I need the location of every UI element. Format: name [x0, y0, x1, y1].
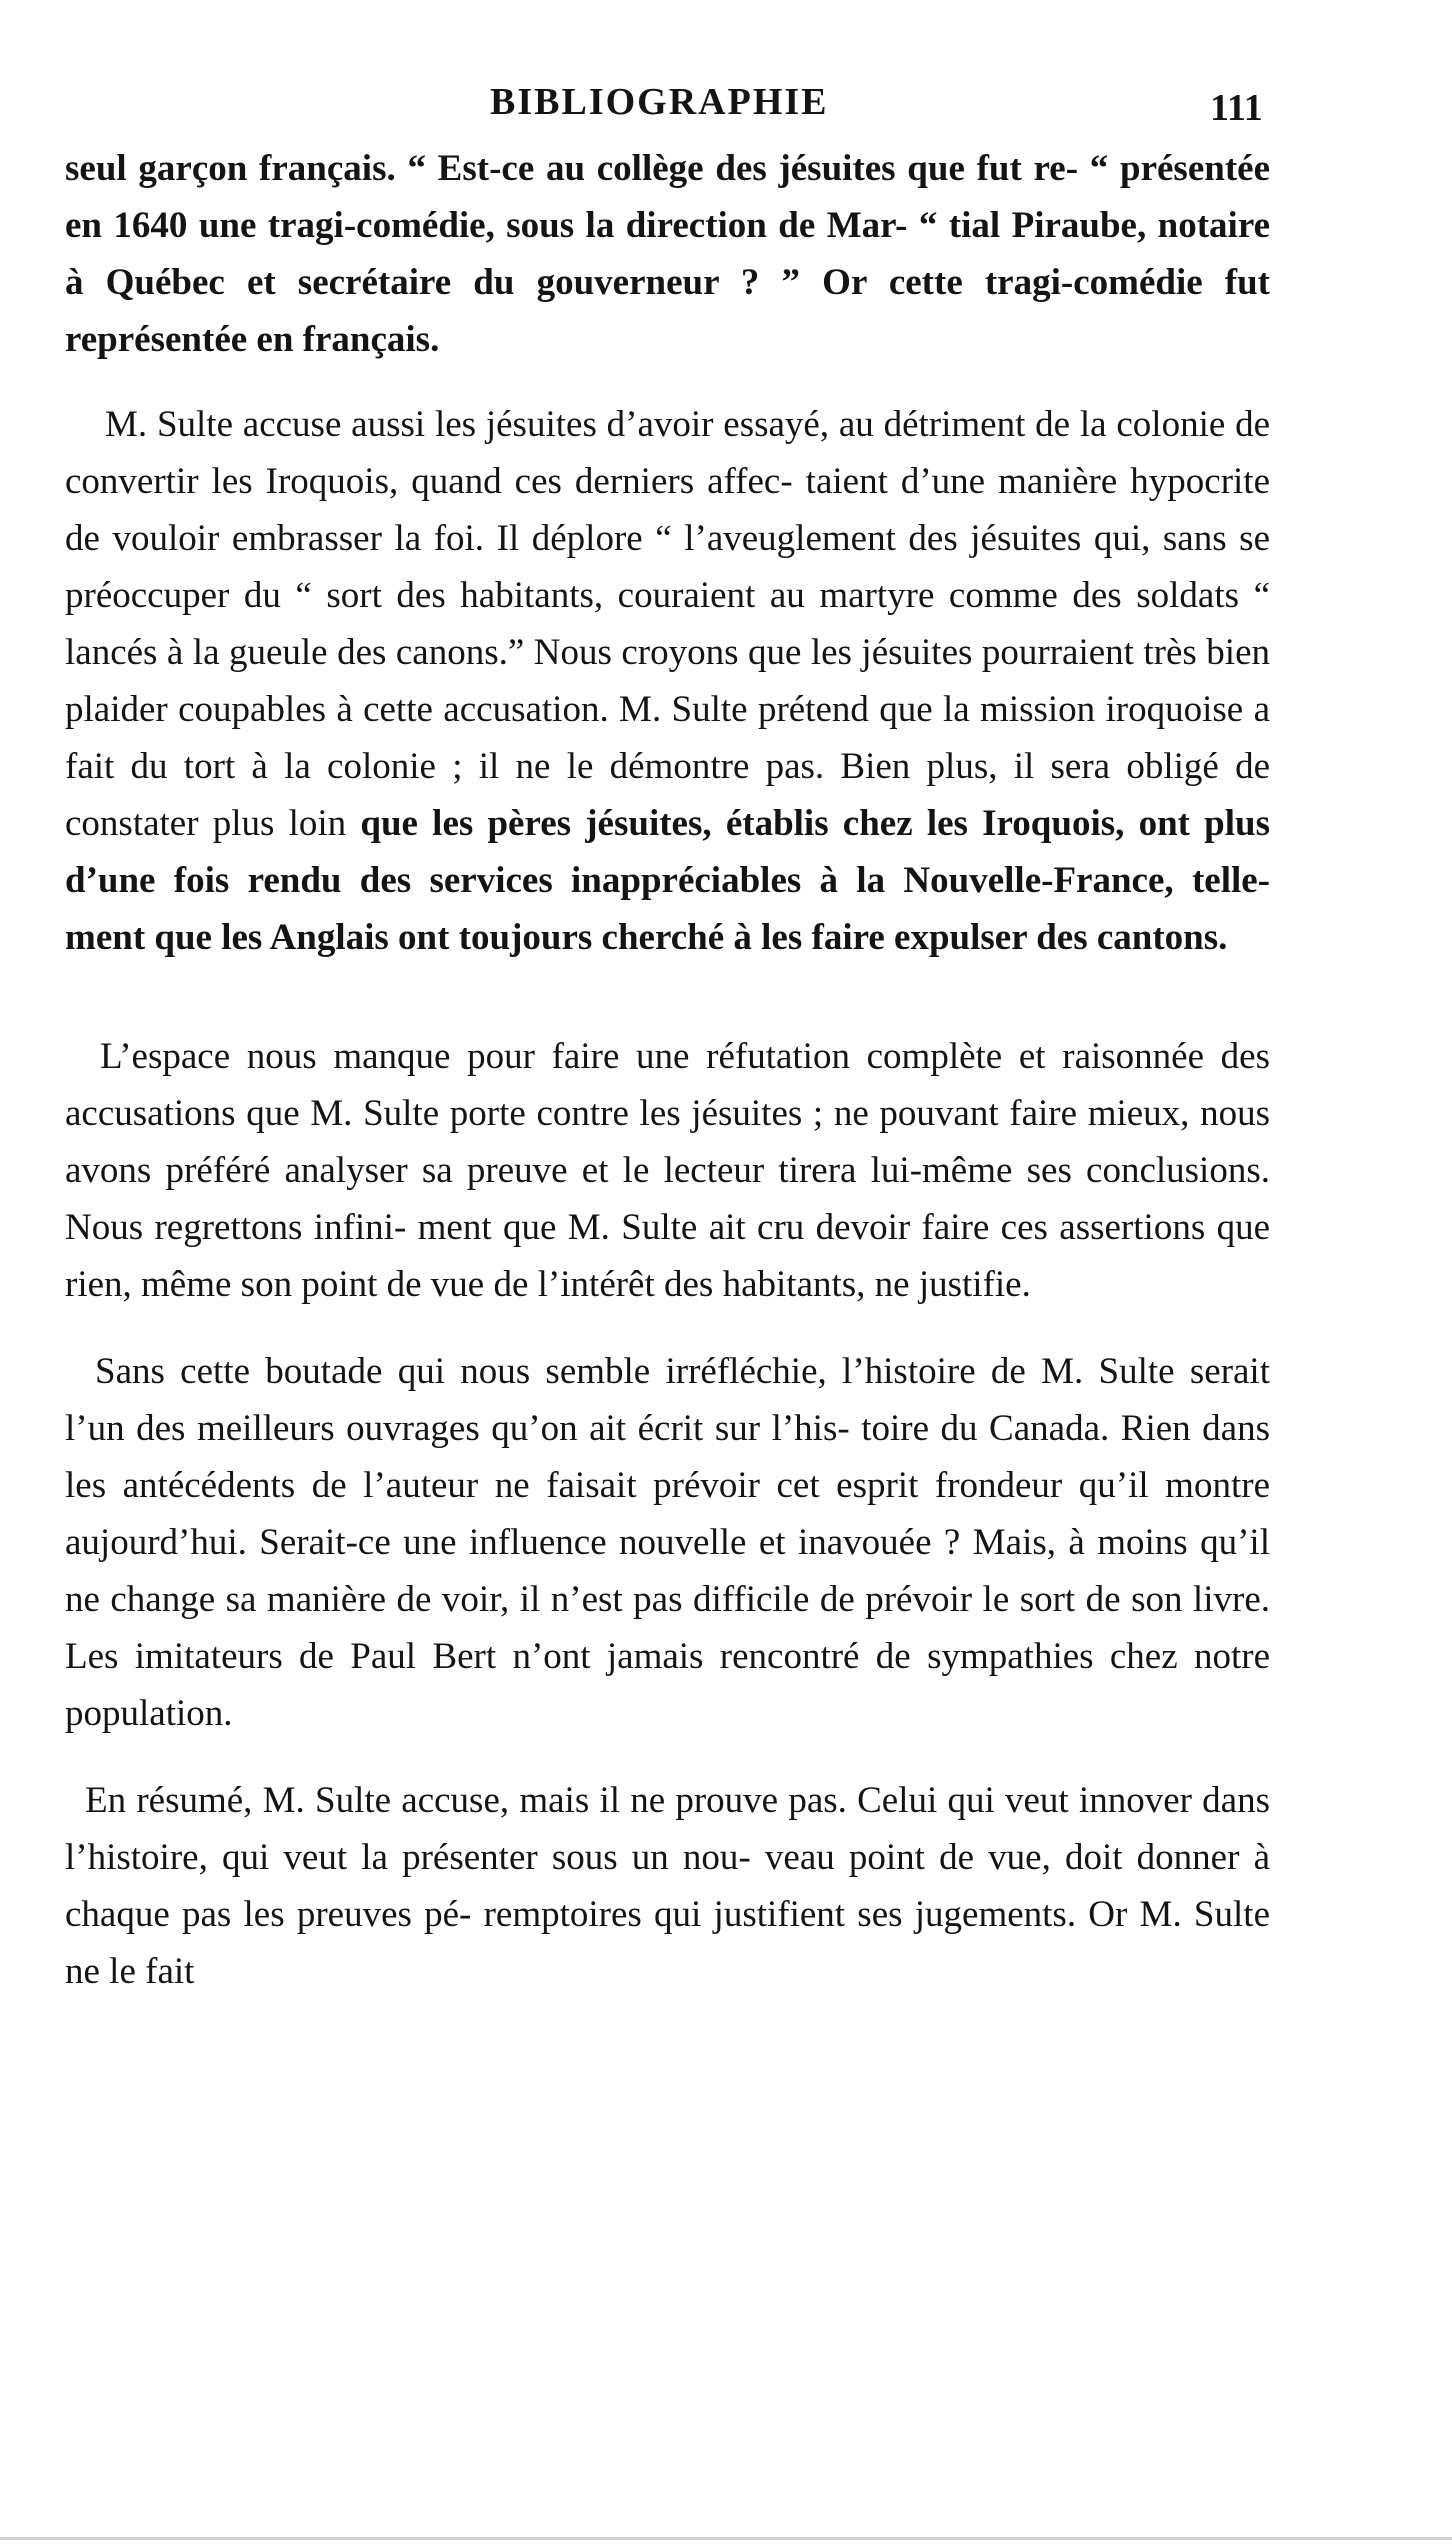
- paragraph-2-main: M. Sulte accuse aussi les jésuites d’avoir essayé, au détriment de la colonie de convertir les Iroquois, quand ces derniers affec- taient d’une manière hypocrite de vouloir embrasser la foi. Il déplore “ l’aveuglement des jésuites qui, sans se préoccuper du “ sort des habitants, couraient au martyre comme des soldats “ lancés à la gueule des canons.” Nous croyons que les jésuites pourraient très bien plaider coupables à cette accusation. M. Sulte prétend que la mission iroquoise a fait du tort à la colonie ; il ne le démontre pas. Bien plus, il sera obligé de constater plus loin: [65, 404, 1270, 844]
- running-title: BIBLIOGRAPHIE: [490, 81, 829, 123]
- page-bottom-edge: [0, 2537, 1452, 2540]
- paragraph-3: L’espace nous manque pour faire une réfutation complète et raisonnée des accusations que M. Sulte porte contre les jésuites ; ne pouvant faire mieux, nous avons préféré analyser sa preuve et le lecteur tirera lui-même ses conclusions. Nous regrettons infini- ment que M. Sulte ait cru devoir faire ces assertions que rien, même son point de vue de l’intérêt des habitants, ne justifie.: [65, 1036, 1270, 1305]
- paragraph-4: Sans cette boutade qui nous semble irréfléchie, l’histoire de M. Sulte serait l’un des meilleurs ouvrages qu’on ait écrit sur l’his- toire du Canada. Rien dans les antécédents de l’auteur ne faisait prévoir cet esprit frondeur qu’il montre aujourd’hui. Serait-ce une influence nouvelle et inavouée ? Mais, à moins qu’il ne change sa manière de voir, il n’est pas difficile de prévoir le sort de son livre. Les imitateurs de Paul Bert n’ont jamais rencontré de sympathies chez notre population.: [65, 1351, 1270, 1734]
- paragraph-1: seul garçon français. “ Est-ce au collège des jésuites que fut re- “ présentée en 1640 une tragi-comédie, sous la direction de Mar- “ tial Piraube, notaire à Québec et secrétaire du gouverneur ? ” Or cette tragi-comédie fut représentée en français.: [65, 148, 1270, 360]
- paragraph-2-bold-tail: que les pères jésuites, établis chez les Iroquois, ont plus d’une fois rendu des services inappréciables à la Nouvelle-France, telle- ment que les Anglais ont toujours cherché à les faire expulser des cantons.: [65, 803, 1271, 958]
- paragraph-2: [65, 396, 1270, 966]
- running-head: [0, 80, 1452, 140]
- paragraph-5: En résumé, M. Sulte accuse, mais il ne prouve pas. Celui qui veut innover dans l’histoire, qui veut la présenter sous un nou- veau point de vue, doit donner à chaque pas les preuves pé- remptoires qui justifient ses jugements. Or M. Sulte ne le fait: [65, 1780, 1270, 1992]
- body-text: [65, 140, 1270, 2000]
- page-number: 111: [1210, 87, 1263, 129]
